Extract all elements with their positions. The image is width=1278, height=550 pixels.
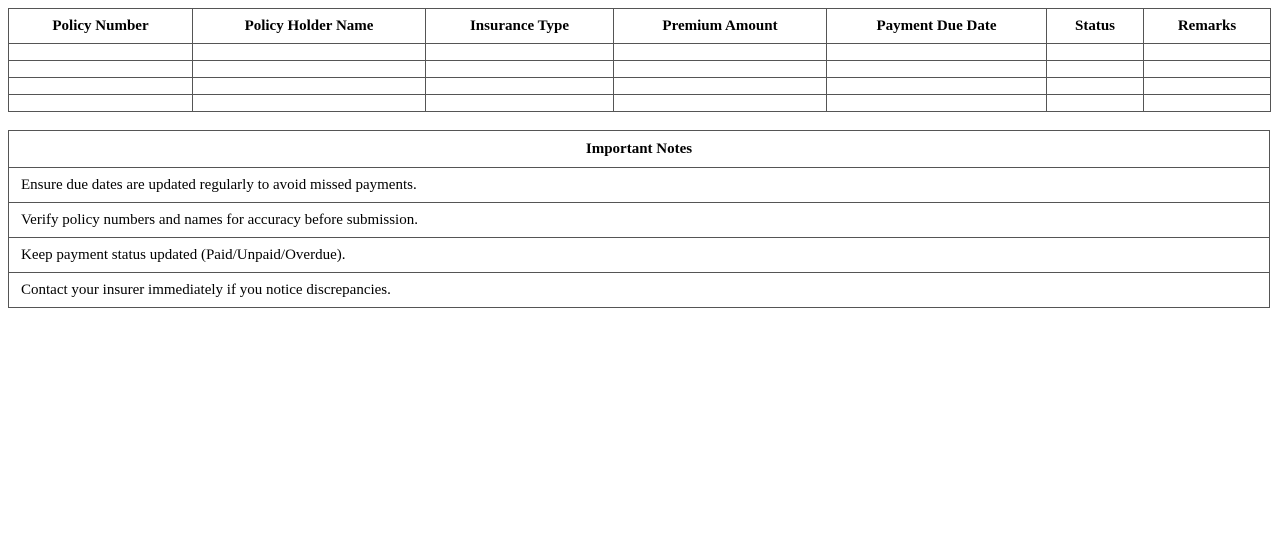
note-row — [9, 203, 1270, 238]
table-row — [9, 61, 1271, 78]
table-cell[interactable] — [426, 61, 614, 78]
header-remarks: Remarks — [1144, 9, 1271, 44]
note-row — [9, 168, 1270, 203]
header-insurance-type: Insurance Type — [426, 9, 614, 44]
table-cell[interactable] — [1047, 44, 1144, 61]
table-cell[interactable] — [1047, 78, 1144, 95]
header-policy-number: Policy Number — [9, 9, 193, 44]
table-cell[interactable] — [9, 44, 193, 61]
note-item: Ensure due dates are updated regularly to avoid missed payments. — [9, 168, 1270, 203]
table-cell[interactable] — [193, 44, 426, 61]
header-status: Status — [1047, 9, 1144, 44]
table-cell[interactable] — [1047, 61, 1144, 78]
header-premium-amount: Premium Amount — [614, 9, 827, 44]
note-item: Verify policy numbers and names for accuracy before submission. — [9, 203, 1270, 238]
table-cell[interactable] — [9, 95, 193, 112]
table-cell[interactable] — [1047, 95, 1144, 112]
table-row — [9, 44, 1271, 61]
table-cell[interactable] — [193, 78, 426, 95]
table-cell[interactable] — [193, 61, 426, 78]
notes-title: Important Notes — [9, 131, 1270, 168]
table-cell[interactable] — [614, 61, 827, 78]
note-row — [9, 273, 1270, 308]
table-cell[interactable] — [827, 61, 1047, 78]
table-cell[interactable] — [827, 78, 1047, 95]
table-cell[interactable] — [614, 95, 827, 112]
table-cell[interactable] — [426, 44, 614, 61]
table-row — [9, 95, 1271, 112]
header-policy-holder-name: Policy Holder Name — [193, 9, 426, 44]
table-cell[interactable] — [827, 95, 1047, 112]
table-cell[interactable] — [827, 44, 1047, 61]
table-cell[interactable] — [9, 78, 193, 95]
notes-header-row — [9, 131, 1270, 168]
table-cell[interactable] — [614, 44, 827, 61]
table-cell[interactable] — [426, 78, 614, 95]
table-cell[interactable] — [9, 61, 193, 78]
table-row — [9, 78, 1271, 95]
note-item: Keep payment status updated (Paid/Unpaid/Overdue). — [9, 238, 1270, 273]
policy-table — [8, 8, 1271, 112]
table-cell[interactable] — [193, 95, 426, 112]
important-notes-table — [8, 130, 1270, 308]
table-cell[interactable] — [614, 78, 827, 95]
table-cell[interactable] — [1144, 44, 1271, 61]
table-cell[interactable] — [1144, 95, 1271, 112]
note-item: Contact your insurer immediately if you notice discrepancies. — [9, 273, 1270, 308]
table-cell[interactable] — [1144, 61, 1271, 78]
table-cell[interactable] — [1144, 78, 1271, 95]
page-content — [8, 8, 1270, 308]
policy-table-header-row — [9, 9, 1271, 44]
note-row — [9, 238, 1270, 273]
table-cell[interactable] — [426, 95, 614, 112]
header-payment-due-date: Payment Due Date — [827, 9, 1047, 44]
